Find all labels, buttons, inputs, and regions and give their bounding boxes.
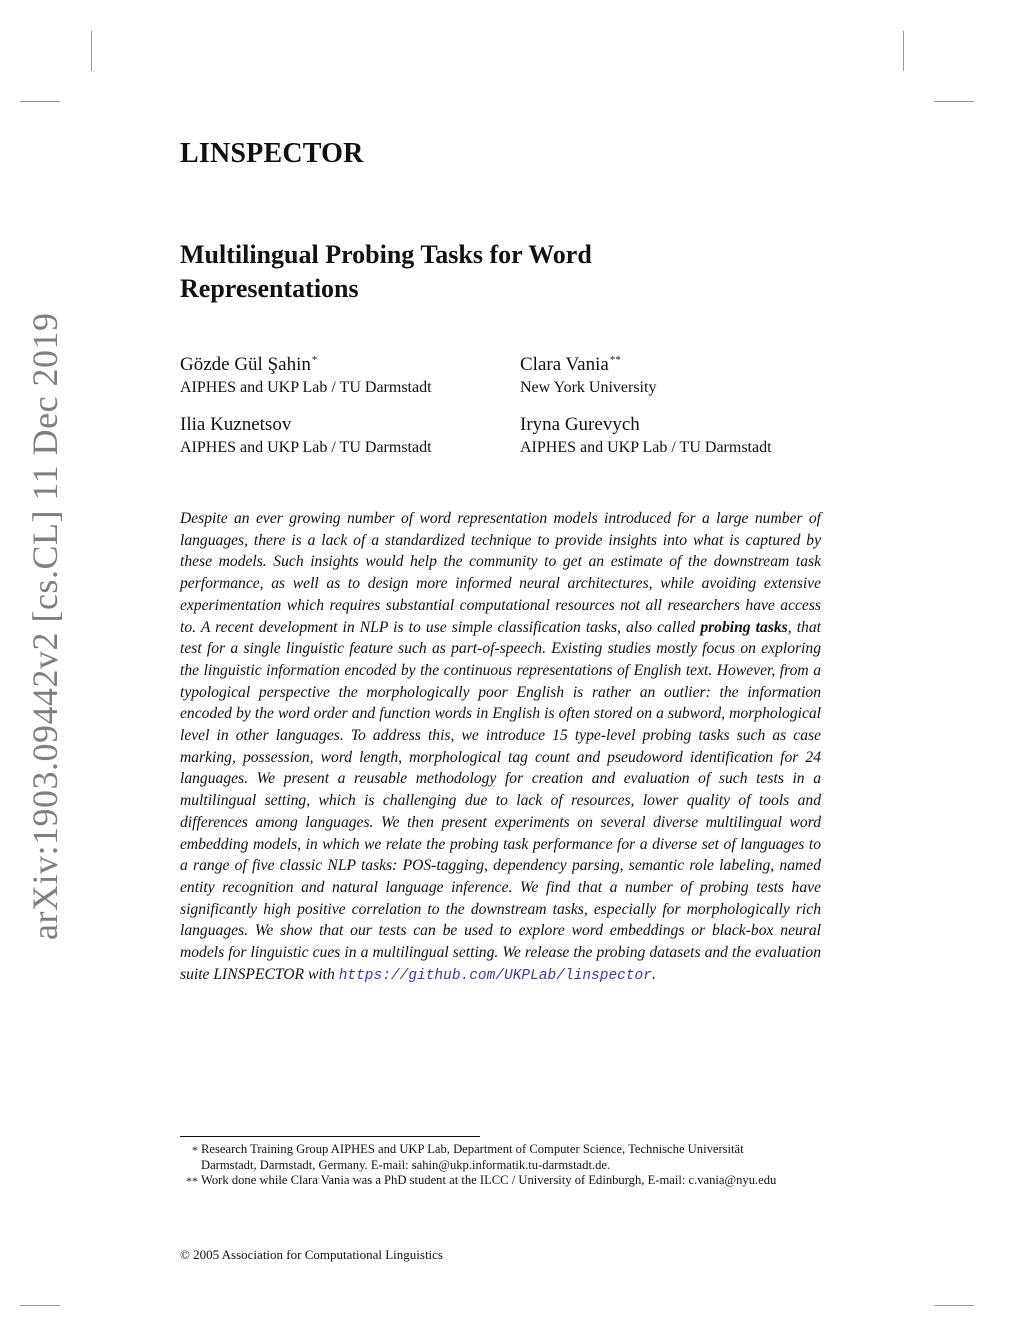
footnote-rule [180, 1136, 480, 1137]
crop-mark [20, 101, 60, 102]
footnote [180, 1142, 780, 1173]
author-block [520, 413, 772, 459]
footnote [180, 1173, 780, 1189]
crop-mark [20, 1305, 60, 1306]
crop-mark [903, 31, 904, 71]
author-affiliation: New York University [520, 379, 657, 396]
paper-title [180, 238, 700, 306]
arxiv-side-stamp: arXiv:1903.09442v2 [cs.CL] 11 Dec 2019 [25, 312, 65, 940]
author-affiliation: AIPHES and UKP Lab / TU Darmstadt [520, 439, 772, 456]
abstract [180, 508, 821, 987]
paper-title-line: Multilingual Probing Tasks for Word [180, 240, 592, 269]
author-block [520, 348, 656, 399]
footnote-text: Work done while Clara Vania was a PhD student at the ILCC / University of Edinburgh, E-mail: c.vania@nyu.edu [201, 1173, 777, 1187]
abstract-end: . [651, 965, 656, 983]
crop-mark [934, 101, 974, 102]
author-name [180, 348, 432, 377]
author-name [520, 348, 656, 377]
abstract-text: , that test for a single linguistic feature such as part-of-speech. Existing studies mostly focus on exploring the linguistic information encoded by the continuous representations of English text. However, from a typological perspective the morphologically poor English is rather an outlier: the information encoded by the word order and function words in English is often stored on a subword, morphological level in other languages. To address this, we introduce 15 type-level probing tasks such as case marking, possession, word length, morphological tag count and pseudoword identification for 24 languages. We present a reusable methodology for creation and evaluation of such tests in a multilingual setting, which is challenging due to lack of resources, lower quality of tools and differences among languages. We then present experiments on several diverse multilingual word embedding models, in which we relate the probing task performance for a diverse set of languages to a range of five classic NLP tasks: POS-tagging, dependency parsing, semantic role labeling, named entity recognition and natural language inference. We find that a number of probing tests have significantly high positive correlation to the downstream tasks, especially for morphologically rich languages. We show that our tests can be used to explore word embeddings or black-box neural models for linguistic cues in a multilingual setting. We release the probing datasets and the evaluation suite LINSPECTOR with [180, 618, 821, 983]
abstract-text: Despite an ever growing number of word representation models introduced for a large number of languages, there is a lack of a standardized technique to provide insights into what is captured by these models. Such insights would help the community to get an estimate of the downstream task performance, as well as to design more informed neural architectures, while avoiding extensive experimentation which requires substantial computational resources not all researchers have access to. A recent development in NLP is to use simple classification tasks, also called [180, 510, 821, 636]
abstract-bold-term: probing tasks [700, 618, 788, 636]
author-name-text: Gözde Gül Şahin [180, 354, 311, 375]
author-affiliation: AIPHES and UKP Lab / TU Darmstadt [180, 379, 432, 396]
footnote-marker: * [311, 354, 318, 366]
github-link[interactable]: https://github.com/UKPLab/linspector [338, 967, 652, 984]
footnote-text: Research Training Group AIPHES and UKP Lab, Department of Computer Science, Technische Universität Darmstadt, Darmstadt, Germany. E-mail: sahin@ukp.informatik.tu-darmstadt.de. [201, 1142, 744, 1172]
copyright-notice: © 2005 Association for Computational Linguistics [180, 1247, 443, 1262]
author-name: Iryna Gurevych [520, 414, 640, 435]
paper-title-line: Representations [180, 274, 359, 303]
author-name: Ilia Kuznetsov [180, 414, 292, 435]
author-block [180, 413, 432, 459]
crop-mark [91, 31, 92, 71]
footnote-mark: * [192, 1143, 198, 1157]
author-affiliation: AIPHES and UKP Lab / TU Darmstadt [180, 439, 432, 456]
footnote-mark: ** [186, 1174, 198, 1188]
footnote-marker: ** [609, 354, 621, 366]
crop-mark [934, 1305, 974, 1306]
author-name-text: Clara Vania [520, 354, 609, 375]
running-title: LINSPECTOR [180, 138, 364, 169]
author-block [180, 348, 432, 399]
